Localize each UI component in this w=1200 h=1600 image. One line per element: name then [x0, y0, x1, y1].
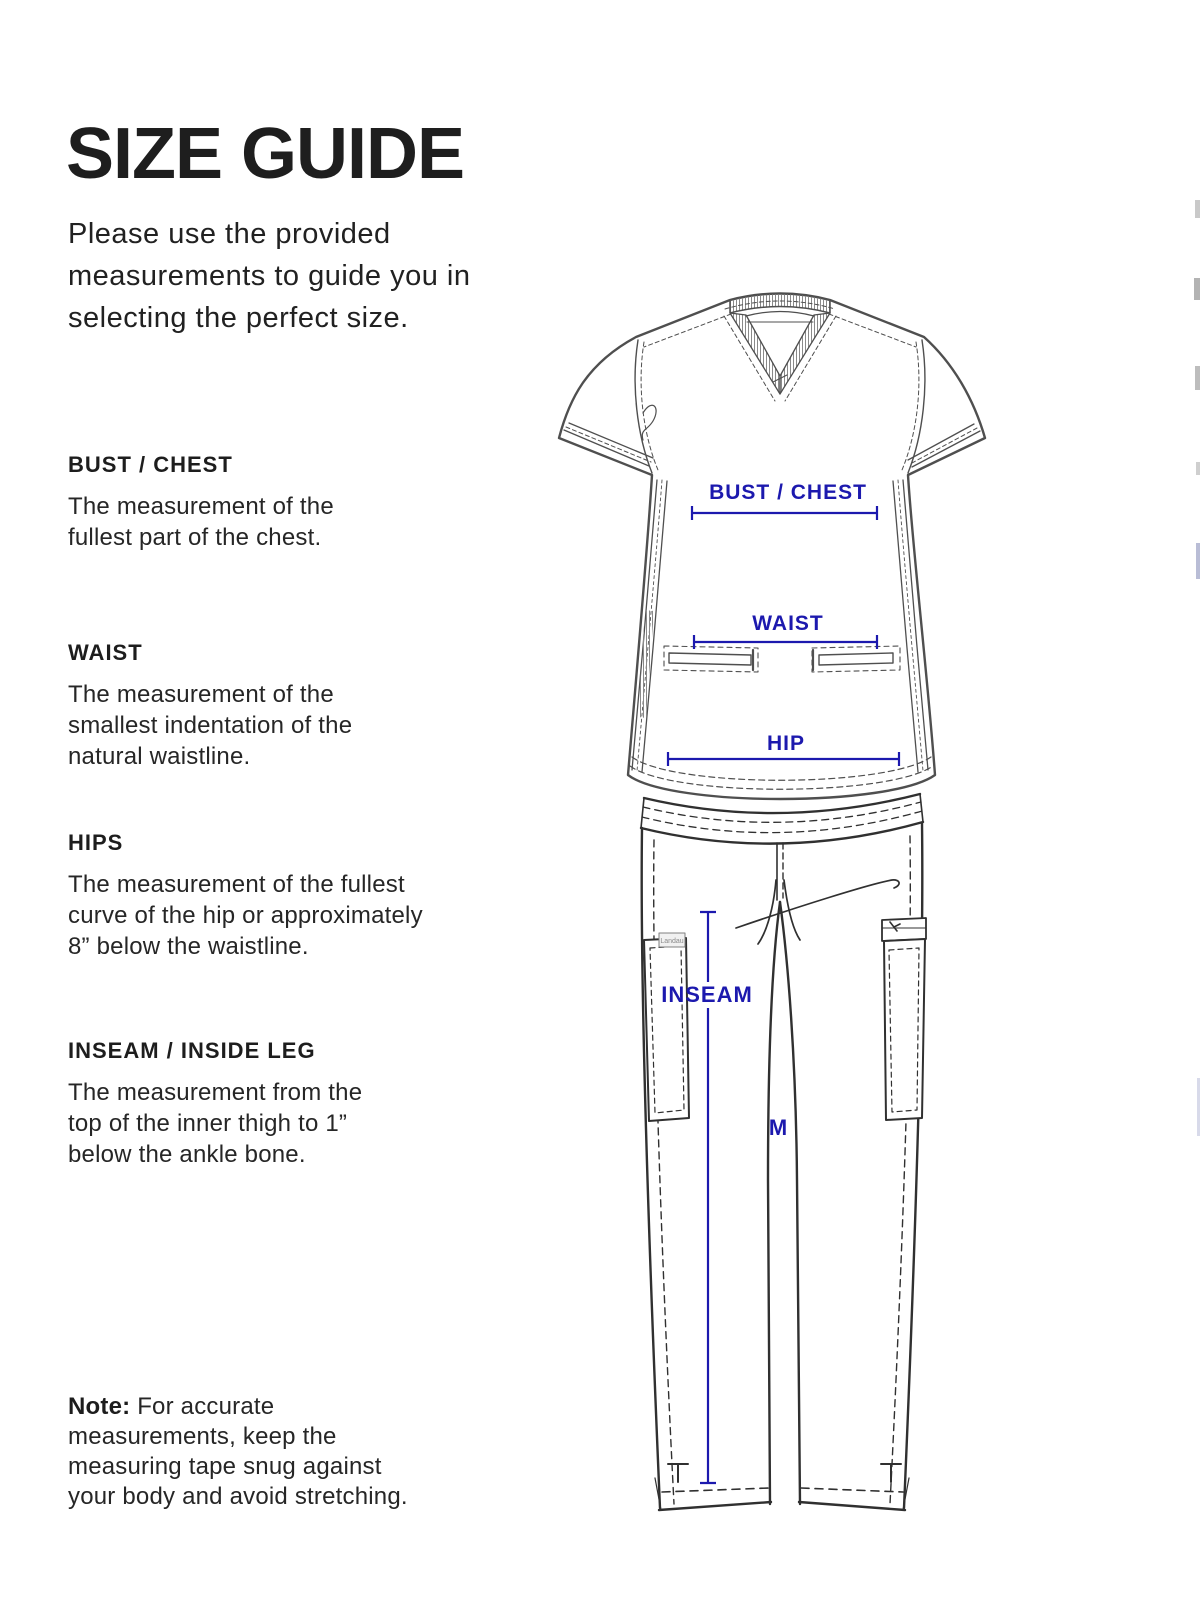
scrub-top-illustration — [559, 294, 985, 800]
note-label: Note: — [68, 1393, 131, 1420]
definition-heading: HIPS — [68, 830, 124, 855]
definition-inseam — [68, 1038, 398, 1170]
cropped-diagram-fragment — [1196, 543, 1200, 579]
definition-waist — [68, 640, 388, 772]
intro-text: Please use the provided measurements to guide you in selecting the perfect size. — [68, 218, 471, 334]
definition-body: The measurement of the fullest part of the chest. — [68, 493, 334, 551]
scrub-pants-illustration — [641, 794, 926, 1510]
definition-heading: WAIST — [68, 640, 143, 665]
inseam-label: INSEAM — [661, 982, 753, 1007]
page-title: SIZE GUIDE — [66, 114, 465, 195]
definition-hips — [68, 830, 448, 962]
definition-bust-chest — [68, 452, 368, 553]
definition-heading: INSEAM / INSIDE LEG — [68, 1038, 316, 1063]
brand-tag-text: Landau — [660, 938, 684, 945]
cropped-diagram-fragment — [1194, 278, 1200, 300]
bust-chest-label: BUST / CHEST — [709, 481, 867, 504]
cropped-diagram-fragment — [1195, 366, 1200, 390]
definition-body: The measurement from the top of the inner thigh to 1” below the ankle bone. — [68, 1079, 363, 1168]
cropped-diagram-fragment — [1196, 462, 1200, 475]
waist-label: WAIST — [752, 612, 824, 635]
size-guide-diagram — [540, 280, 1000, 1540]
size-letter: M — [768, 1115, 788, 1140]
note-text: For accurate measurements, keep the measuring tape snug against your body and avoid stretching. — [68, 1393, 408, 1510]
definition-heading: BUST / CHEST — [68, 452, 233, 477]
definition-body: The measurement of the smallest indentation of the natural waistline. — [68, 681, 353, 770]
cropped-diagram-fragment — [1195, 200, 1200, 218]
note — [68, 1392, 418, 1512]
definition-body: The measurement of the fullest curve of the hip or approximately 8” below the waistline. — [68, 871, 423, 960]
hip-label: HIP — [766, 732, 806, 755]
